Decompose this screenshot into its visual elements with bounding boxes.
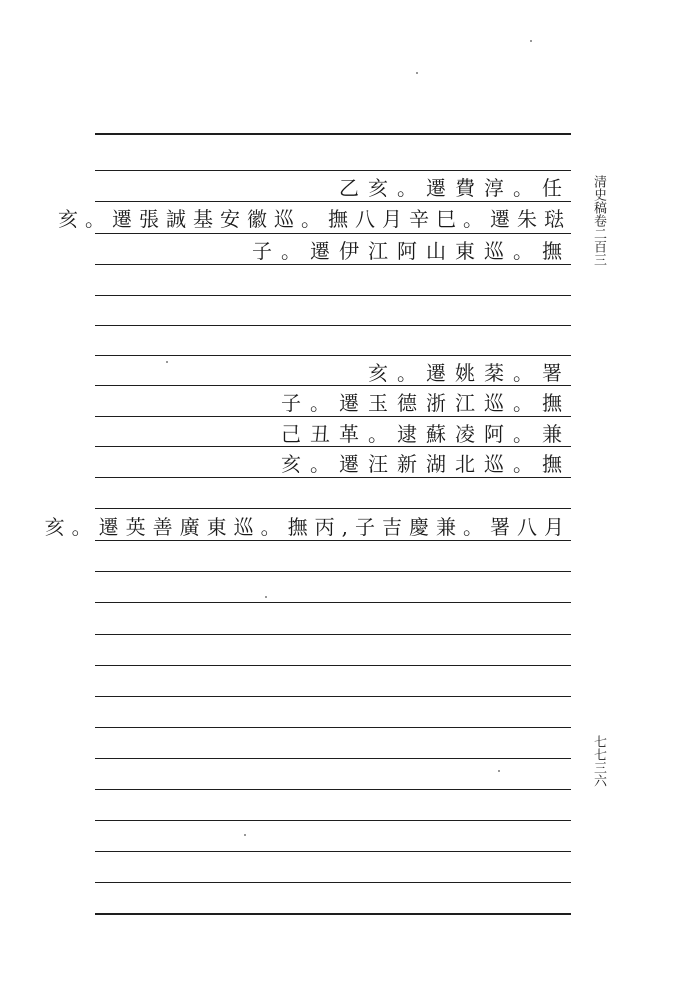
- rule-line: [95, 913, 571, 915]
- row-text: 任。淳費遷。亥乙: [339, 175, 571, 200]
- rule-line: [95, 133, 571, 135]
- row-text: 撫。巡東山阿江伊遷。子: [252, 238, 571, 263]
- page-number: 七七三六: [591, 735, 606, 787]
- table-row-4: [368, 355, 571, 387]
- rule-line: [95, 571, 571, 572]
- rule-line: [95, 882, 571, 883]
- table-row-1: [339, 170, 571, 202]
- book-title: 清史稿卷二百三: [591, 175, 606, 266]
- row-text: 兼。阿凌蘇逮。革丑己: [281, 421, 571, 446]
- print-speck: [244, 834, 246, 836]
- table-row-3: [252, 233, 571, 265]
- rule-line: [95, 325, 571, 326]
- rule-line: [95, 634, 571, 635]
- row-text: 撫。巡北湖新汪遷。亥: [281, 451, 571, 476]
- rule-line: [95, 665, 571, 666]
- row-text: 撫。巡江浙德玉遷。子: [281, 390, 571, 415]
- table-row-5: [281, 385, 571, 417]
- row-text: 署。棻姚遷。亥: [368, 360, 571, 385]
- rule-line: [95, 789, 571, 790]
- rule-line: [95, 295, 571, 296]
- rule-line: [95, 851, 571, 852]
- rule-line: [95, 696, 571, 697]
- row-text: 琺朱遷。巳辛月八撫。巡徽安基誠張遷。亥: [58, 206, 571, 231]
- row-text: 月八署。兼慶吉子,丙撫。巡東廣善英遷。亥: [44, 514, 571, 539]
- print-speck: [498, 770, 500, 772]
- table-row-7: [281, 446, 571, 478]
- table-row-2: [58, 201, 571, 233]
- rule-line: [95, 727, 571, 728]
- print-speck: [166, 361, 168, 363]
- table-row-8: [45, 509, 571, 541]
- table-row-6: [281, 416, 571, 448]
- print-speck: [530, 40, 532, 42]
- print-speck: [416, 72, 418, 74]
- rule-line: [95, 758, 571, 759]
- rule-line: [95, 602, 571, 603]
- print-speck: [265, 596, 267, 598]
- rule-line: [95, 820, 571, 821]
